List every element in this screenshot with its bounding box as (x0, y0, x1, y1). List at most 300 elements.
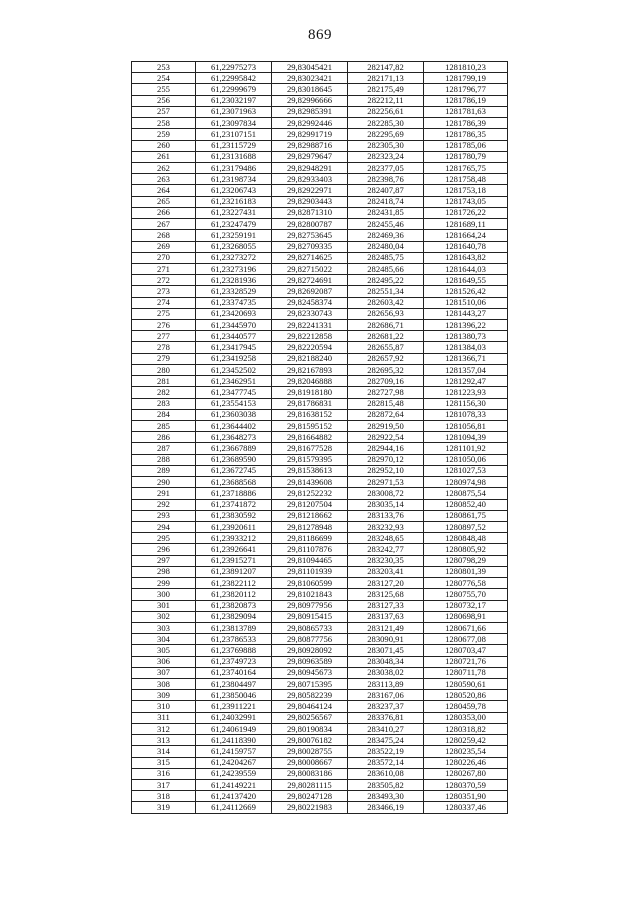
longitude-cell: 29,83045421 (272, 62, 348, 73)
longitude-cell: 29,82220594 (272, 342, 348, 353)
x-coordinate-cell: 282919,50 (348, 421, 424, 432)
x-coordinate-cell: 282455,46 (348, 219, 424, 230)
x-coordinate-cell: 282305,30 (348, 140, 424, 151)
y-coordinate-cell: 1281380,73 (424, 331, 508, 342)
point-number-cell: 298 (132, 566, 196, 577)
latitude-cell: 61,23911221 (196, 701, 272, 712)
point-number-cell: 304 (132, 634, 196, 645)
page-number: 869 (308, 27, 332, 43)
x-coordinate-cell: 282970,12 (348, 454, 424, 465)
longitude-cell: 29,81918180 (272, 387, 348, 398)
table-row (132, 241, 508, 252)
x-coordinate-cell: 283113,89 (348, 679, 424, 690)
x-coordinate-cell: 283522,19 (348, 746, 424, 757)
longitude-cell: 29,82167893 (272, 364, 348, 375)
longitude-cell: 29,82692087 (272, 286, 348, 297)
y-coordinate-cell: 1281810,23 (424, 62, 508, 73)
latitude-cell: 61,23071963 (196, 106, 272, 117)
table-row (132, 129, 508, 140)
latitude-cell: 61,23328529 (196, 286, 272, 297)
latitude-cell: 61,24159757 (196, 746, 272, 757)
point-number-cell: 273 (132, 286, 196, 297)
latitude-cell: 61,23216183 (196, 196, 272, 207)
latitude-cell: 61,23281936 (196, 275, 272, 286)
longitude-cell: 29,82046888 (272, 376, 348, 387)
y-coordinate-cell: 1280848,48 (424, 533, 508, 544)
longitude-cell: 29,81664882 (272, 432, 348, 443)
longitude-cell: 29,80008667 (272, 757, 348, 768)
latitude-cell: 61,23273196 (196, 263, 272, 274)
y-coordinate-cell: 1281357,04 (424, 364, 508, 375)
longitude-cell: 29,80963589 (272, 656, 348, 667)
x-coordinate-cell: 283167,06 (348, 690, 424, 701)
point-number-cell: 292 (132, 499, 196, 510)
y-coordinate-cell: 1281056,81 (424, 421, 508, 432)
x-coordinate-cell: 282727,98 (348, 387, 424, 398)
table-row (132, 510, 508, 521)
table-row (132, 219, 508, 230)
y-coordinate-cell: 1280677,08 (424, 634, 508, 645)
x-coordinate-cell: 283071,45 (348, 645, 424, 656)
x-coordinate-cell: 282551,34 (348, 286, 424, 297)
longitude-cell: 29,81060599 (272, 578, 348, 589)
y-coordinate-cell: 1280235,54 (424, 746, 508, 757)
latitude-cell: 61,23179486 (196, 162, 272, 173)
y-coordinate-cell: 1280353,00 (424, 712, 508, 723)
longitude-cell: 29,81218662 (272, 510, 348, 521)
latitude-cell: 61,23915271 (196, 555, 272, 566)
table-row (132, 667, 508, 678)
point-number-cell: 260 (132, 140, 196, 151)
y-coordinate-cell: 1280798,29 (424, 555, 508, 566)
latitude-cell: 61,23769888 (196, 645, 272, 656)
x-coordinate-cell: 283505,82 (348, 780, 424, 791)
point-number-cell: 279 (132, 353, 196, 364)
y-coordinate-cell: 1281758,48 (424, 174, 508, 185)
latitude-cell: 61,23822112 (196, 578, 272, 589)
table-row (132, 230, 508, 241)
table-row (132, 768, 508, 779)
y-coordinate-cell: 1281786,39 (424, 118, 508, 129)
longitude-cell: 29,81107876 (272, 544, 348, 555)
y-coordinate-cell: 1281649,55 (424, 275, 508, 286)
longitude-cell: 29,80915415 (272, 611, 348, 622)
longitude-cell: 29,81252232 (272, 488, 348, 499)
point-number-cell: 281 (132, 376, 196, 387)
table-row (132, 73, 508, 84)
x-coordinate-cell: 282695,32 (348, 364, 424, 375)
longitude-cell: 29,82330743 (272, 308, 348, 319)
latitude-cell: 61,23440577 (196, 331, 272, 342)
table-row (132, 84, 508, 95)
latitude-cell: 61,23107151 (196, 129, 272, 140)
latitude-cell: 61,23891207 (196, 566, 272, 577)
latitude-cell: 61,23452502 (196, 364, 272, 375)
latitude-cell: 61,23829094 (196, 611, 272, 622)
x-coordinate-cell: 282681,22 (348, 331, 424, 342)
point-number-cell: 263 (132, 174, 196, 185)
y-coordinate-cell: 1281078,33 (424, 409, 508, 420)
table-row (132, 679, 508, 690)
latitude-cell: 61,24118390 (196, 735, 272, 746)
point-number-cell: 306 (132, 656, 196, 667)
x-coordinate-cell: 282212,11 (348, 95, 424, 106)
x-coordinate-cell: 282686,71 (348, 320, 424, 331)
point-number-cell: 286 (132, 432, 196, 443)
y-coordinate-cell: 1281384,03 (424, 342, 508, 353)
longitude-cell: 29,81538613 (272, 465, 348, 476)
x-coordinate-cell: 283475,24 (348, 735, 424, 746)
table-row (132, 297, 508, 308)
y-coordinate-cell: 1281780,79 (424, 151, 508, 162)
latitude-cell: 61,24239559 (196, 768, 272, 779)
longitude-cell: 29,80715395 (272, 679, 348, 690)
y-coordinate-cell: 1280703,47 (424, 645, 508, 656)
longitude-cell: 29,81439608 (272, 477, 348, 488)
latitude-cell: 61,23820112 (196, 589, 272, 600)
point-number-cell: 311 (132, 712, 196, 723)
table-row (132, 252, 508, 263)
table-row (132, 320, 508, 331)
y-coordinate-cell: 1280671,66 (424, 622, 508, 633)
table-row (132, 611, 508, 622)
x-coordinate-cell: 283248,65 (348, 533, 424, 544)
y-coordinate-cell: 1280267,80 (424, 768, 508, 779)
y-coordinate-cell: 1280897,52 (424, 521, 508, 532)
longitude-cell: 29,82724691 (272, 275, 348, 286)
latitude-cell: 61,23268055 (196, 241, 272, 252)
latitude-cell: 61,23554153 (196, 398, 272, 409)
longitude-cell: 29,82458374 (272, 297, 348, 308)
longitude-cell: 29,82991719 (272, 129, 348, 140)
table-row (132, 578, 508, 589)
latitude-cell: 61,23741872 (196, 499, 272, 510)
latitude-cell: 61,23417945 (196, 342, 272, 353)
point-number-cell: 309 (132, 690, 196, 701)
y-coordinate-cell: 1281785,06 (424, 140, 508, 151)
table-row (132, 555, 508, 566)
point-number-cell: 319 (132, 802, 196, 813)
y-coordinate-cell: 1281689,11 (424, 219, 508, 230)
y-coordinate-cell: 1281796,77 (424, 84, 508, 95)
y-coordinate-cell: 1281786,35 (424, 129, 508, 140)
x-coordinate-cell: 283121,49 (348, 622, 424, 633)
point-number-cell: 307 (132, 667, 196, 678)
longitude-cell: 29,80256567 (272, 712, 348, 723)
point-number-cell: 283 (132, 398, 196, 409)
x-coordinate-cell: 282398,76 (348, 174, 424, 185)
latitude-cell: 61,23933212 (196, 533, 272, 544)
latitude-cell: 61,23644402 (196, 421, 272, 432)
table-row (132, 645, 508, 656)
y-coordinate-cell: 1281799,19 (424, 73, 508, 84)
point-number-cell: 288 (132, 454, 196, 465)
y-coordinate-cell: 1280805,92 (424, 544, 508, 555)
x-coordinate-cell: 283008,72 (348, 488, 424, 499)
point-number-cell: 266 (132, 207, 196, 218)
coordinates-table (131, 61, 508, 814)
x-coordinate-cell: 283237,37 (348, 701, 424, 712)
x-coordinate-cell: 282872,64 (348, 409, 424, 420)
table-row (132, 521, 508, 532)
point-number-cell: 314 (132, 746, 196, 757)
table-row (132, 196, 508, 207)
x-coordinate-cell: 282815,48 (348, 398, 424, 409)
x-coordinate-cell: 282175,49 (348, 84, 424, 95)
point-number-cell: 295 (132, 533, 196, 544)
point-number-cell: 317 (132, 780, 196, 791)
longitude-cell: 29,80582239 (272, 690, 348, 701)
point-number-cell: 267 (132, 219, 196, 230)
longitude-cell: 29,81021843 (272, 589, 348, 600)
y-coordinate-cell: 1281396,22 (424, 320, 508, 331)
latitude-cell: 61,23672745 (196, 465, 272, 476)
longitude-cell: 29,82988716 (272, 140, 348, 151)
y-coordinate-cell: 1280226,46 (424, 757, 508, 768)
x-coordinate-cell: 283610,08 (348, 768, 424, 779)
table-row (132, 432, 508, 443)
table-row (132, 342, 508, 353)
x-coordinate-cell: 283232,93 (348, 521, 424, 532)
x-coordinate-cell: 282480,04 (348, 241, 424, 252)
point-number-cell: 303 (132, 622, 196, 633)
y-coordinate-cell: 1280875,54 (424, 488, 508, 499)
table-row (132, 263, 508, 274)
point-number-cell: 262 (132, 162, 196, 173)
longitude-cell: 29,80221983 (272, 802, 348, 813)
longitude-cell: 29,82241331 (272, 320, 348, 331)
latitude-cell: 61,23247479 (196, 219, 272, 230)
table-row (132, 656, 508, 667)
y-coordinate-cell: 1280351,90 (424, 791, 508, 802)
longitude-cell: 29,81101939 (272, 566, 348, 577)
latitude-cell: 61,23273272 (196, 252, 272, 263)
latitude-cell: 61,23920611 (196, 521, 272, 532)
longitude-cell: 29,80945673 (272, 667, 348, 678)
point-number-cell: 308 (132, 679, 196, 690)
x-coordinate-cell: 282952,10 (348, 465, 424, 476)
y-coordinate-cell: 1281726,22 (424, 207, 508, 218)
table-row (132, 331, 508, 342)
table-row (132, 488, 508, 499)
point-number-cell: 264 (132, 185, 196, 196)
latitude-cell: 61,23227431 (196, 207, 272, 218)
latitude-cell: 61,23259191 (196, 230, 272, 241)
y-coordinate-cell: 1281223,93 (424, 387, 508, 398)
table-row (132, 308, 508, 319)
table-row (132, 398, 508, 409)
latitude-cell: 61,23462951 (196, 376, 272, 387)
x-coordinate-cell: 283466,19 (348, 802, 424, 813)
point-number-cell: 299 (132, 578, 196, 589)
point-number-cell: 293 (132, 510, 196, 521)
longitude-cell: 29,82715022 (272, 263, 348, 274)
longitude-cell: 29,81677528 (272, 443, 348, 454)
table-row (132, 353, 508, 364)
latitude-cell: 61,24137420 (196, 791, 272, 802)
table-row (132, 95, 508, 106)
x-coordinate-cell: 283090,91 (348, 634, 424, 645)
longitude-cell: 29,82948291 (272, 162, 348, 173)
y-coordinate-cell: 1281781,63 (424, 106, 508, 117)
point-number-cell: 302 (132, 611, 196, 622)
y-coordinate-cell: 1281156,30 (424, 398, 508, 409)
latitude-cell: 61,23804497 (196, 679, 272, 690)
point-number-cell: 287 (132, 443, 196, 454)
table-row (132, 275, 508, 286)
point-number-cell: 277 (132, 331, 196, 342)
y-coordinate-cell: 1281786,19 (424, 95, 508, 106)
y-coordinate-cell: 1281101,92 (424, 443, 508, 454)
x-coordinate-cell: 282323,24 (348, 151, 424, 162)
point-number-cell: 256 (132, 95, 196, 106)
longitude-cell: 29,82709335 (272, 241, 348, 252)
x-coordinate-cell: 283376,81 (348, 712, 424, 723)
y-coordinate-cell: 1280711,78 (424, 667, 508, 678)
table-row (132, 409, 508, 420)
table-row (132, 185, 508, 196)
table-row (132, 533, 508, 544)
x-coordinate-cell: 283203,41 (348, 566, 424, 577)
point-number-cell: 301 (132, 600, 196, 611)
latitude-cell: 61,23689590 (196, 454, 272, 465)
x-coordinate-cell: 282407,87 (348, 185, 424, 196)
table-row (132, 477, 508, 488)
latitude-cell: 61,23115729 (196, 140, 272, 151)
table-row (132, 62, 508, 73)
latitude-cell: 61,23667889 (196, 443, 272, 454)
latitude-cell: 61,22999679 (196, 84, 272, 95)
latitude-cell: 61,23786533 (196, 634, 272, 645)
table-row (132, 634, 508, 645)
longitude-cell: 29,83018645 (272, 84, 348, 95)
longitude-cell: 29,80028755 (272, 746, 348, 757)
table-row (132, 364, 508, 375)
table-row (132, 387, 508, 398)
y-coordinate-cell: 1280732,17 (424, 600, 508, 611)
latitude-cell: 61,23445970 (196, 320, 272, 331)
latitude-cell: 61,23206743 (196, 185, 272, 196)
table-row (132, 499, 508, 510)
longitude-cell: 29,82985391 (272, 106, 348, 117)
point-number-cell: 257 (132, 106, 196, 117)
point-number-cell: 297 (132, 555, 196, 566)
latitude-cell: 61,24149221 (196, 780, 272, 791)
table-row (132, 443, 508, 454)
latitude-cell: 61,24112669 (196, 802, 272, 813)
longitude-cell: 29,82922971 (272, 185, 348, 196)
longitude-cell: 29,80281115 (272, 780, 348, 791)
table-row (132, 690, 508, 701)
latitude-cell: 61,23926641 (196, 544, 272, 555)
y-coordinate-cell: 1280852,40 (424, 499, 508, 510)
table-row (132, 622, 508, 633)
point-number-cell: 255 (132, 84, 196, 95)
latitude-cell: 61,23648273 (196, 432, 272, 443)
y-coordinate-cell: 1281366,71 (424, 353, 508, 364)
x-coordinate-cell: 282377,05 (348, 162, 424, 173)
y-coordinate-cell: 1281753,18 (424, 185, 508, 196)
x-coordinate-cell: 283125,68 (348, 589, 424, 600)
point-number-cell: 316 (132, 768, 196, 779)
point-number-cell: 272 (132, 275, 196, 286)
x-coordinate-cell: 283133,76 (348, 510, 424, 521)
latitude-cell: 61,23477745 (196, 387, 272, 398)
longitude-cell: 29,81579395 (272, 454, 348, 465)
table-row (132, 376, 508, 387)
latitude-cell: 61,23740164 (196, 667, 272, 678)
x-coordinate-cell: 282603,42 (348, 297, 424, 308)
y-coordinate-cell: 1281765,75 (424, 162, 508, 173)
longitude-cell: 29,80928092 (272, 645, 348, 656)
table-row (132, 151, 508, 162)
latitude-cell: 61,23603038 (196, 409, 272, 420)
latitude-cell: 61,23850046 (196, 690, 272, 701)
latitude-cell: 61,23419258 (196, 353, 272, 364)
y-coordinate-cell: 1280776,58 (424, 578, 508, 589)
longitude-cell: 29,80247128 (272, 791, 348, 802)
x-coordinate-cell: 283048,34 (348, 656, 424, 667)
point-number-cell: 312 (132, 723, 196, 734)
longitude-cell: 29,81207504 (272, 499, 348, 510)
latitude-cell: 61,24032991 (196, 712, 272, 723)
longitude-cell: 29,82212858 (272, 331, 348, 342)
point-number-cell: 265 (132, 196, 196, 207)
point-number-cell: 313 (132, 735, 196, 746)
coordinates-table-body (132, 62, 508, 814)
table-row (132, 780, 508, 791)
latitude-cell: 61,23830592 (196, 510, 272, 521)
point-number-cell: 296 (132, 544, 196, 555)
table-row (132, 746, 508, 757)
point-number-cell: 315 (132, 757, 196, 768)
y-coordinate-cell: 1281664,24 (424, 230, 508, 241)
y-coordinate-cell: 1280520,86 (424, 690, 508, 701)
longitude-cell: 29,82753645 (272, 230, 348, 241)
longitude-cell: 29,82996666 (272, 95, 348, 106)
longitude-cell: 29,80977956 (272, 600, 348, 611)
longitude-cell: 29,82979647 (272, 151, 348, 162)
table-row (132, 712, 508, 723)
latitude-cell: 61,24061949 (196, 723, 272, 734)
x-coordinate-cell: 283572,14 (348, 757, 424, 768)
point-number-cell: 254 (132, 73, 196, 84)
y-coordinate-cell: 1281644,03 (424, 263, 508, 274)
x-coordinate-cell: 282709,16 (348, 376, 424, 387)
latitude-cell: 61,23813789 (196, 622, 272, 633)
x-coordinate-cell: 283127,33 (348, 600, 424, 611)
table-row (132, 802, 508, 813)
x-coordinate-cell: 282431,85 (348, 207, 424, 218)
latitude-cell: 61,23097834 (196, 118, 272, 129)
y-coordinate-cell: 1280590,61 (424, 679, 508, 690)
longitude-cell: 29,81638152 (272, 409, 348, 420)
x-coordinate-cell: 282922,54 (348, 432, 424, 443)
y-coordinate-cell: 1280861,75 (424, 510, 508, 521)
latitude-cell: 61,22995842 (196, 73, 272, 84)
y-coordinate-cell: 1281027,53 (424, 465, 508, 476)
point-number-cell: 305 (132, 645, 196, 656)
latitude-cell: 61,22975273 (196, 62, 272, 73)
longitude-cell: 29,82800787 (272, 219, 348, 230)
x-coordinate-cell: 282485,75 (348, 252, 424, 263)
point-number-cell: 294 (132, 521, 196, 532)
x-coordinate-cell: 282485,66 (348, 263, 424, 274)
x-coordinate-cell: 283038,02 (348, 667, 424, 678)
table-row (132, 735, 508, 746)
table-row (132, 454, 508, 465)
y-coordinate-cell: 1280755,70 (424, 589, 508, 600)
